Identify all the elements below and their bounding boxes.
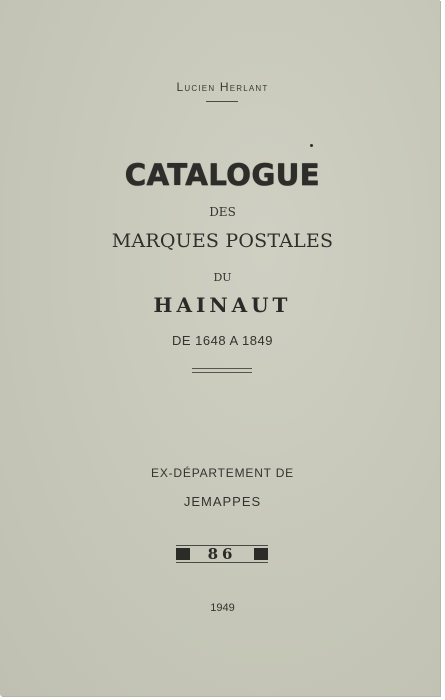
title-marques-postales: MARQUES POSTALES (111, 230, 334, 252)
title-des: DES (209, 205, 236, 219)
right-square-ornament (254, 548, 268, 560)
publication-year: 1949 (210, 602, 235, 614)
ex-department-label: EX-DÉPARTEMENT DE (151, 466, 294, 480)
paper-speck (310, 144, 313, 147)
title-du: DU (213, 271, 232, 284)
series-number-band (176, 545, 268, 563)
author-name: Lucien Herlant (176, 80, 269, 94)
author-underline (206, 101, 238, 102)
series-number: 86 (207, 545, 237, 563)
title-region: HAINAUT (153, 293, 292, 317)
double-rule-divider (192, 368, 252, 373)
department-name: JEMAPPES (183, 494, 262, 509)
date-range: DE 1648 A 1849 (172, 333, 273, 348)
title-catalogue: CATALOGUE (124, 158, 321, 192)
